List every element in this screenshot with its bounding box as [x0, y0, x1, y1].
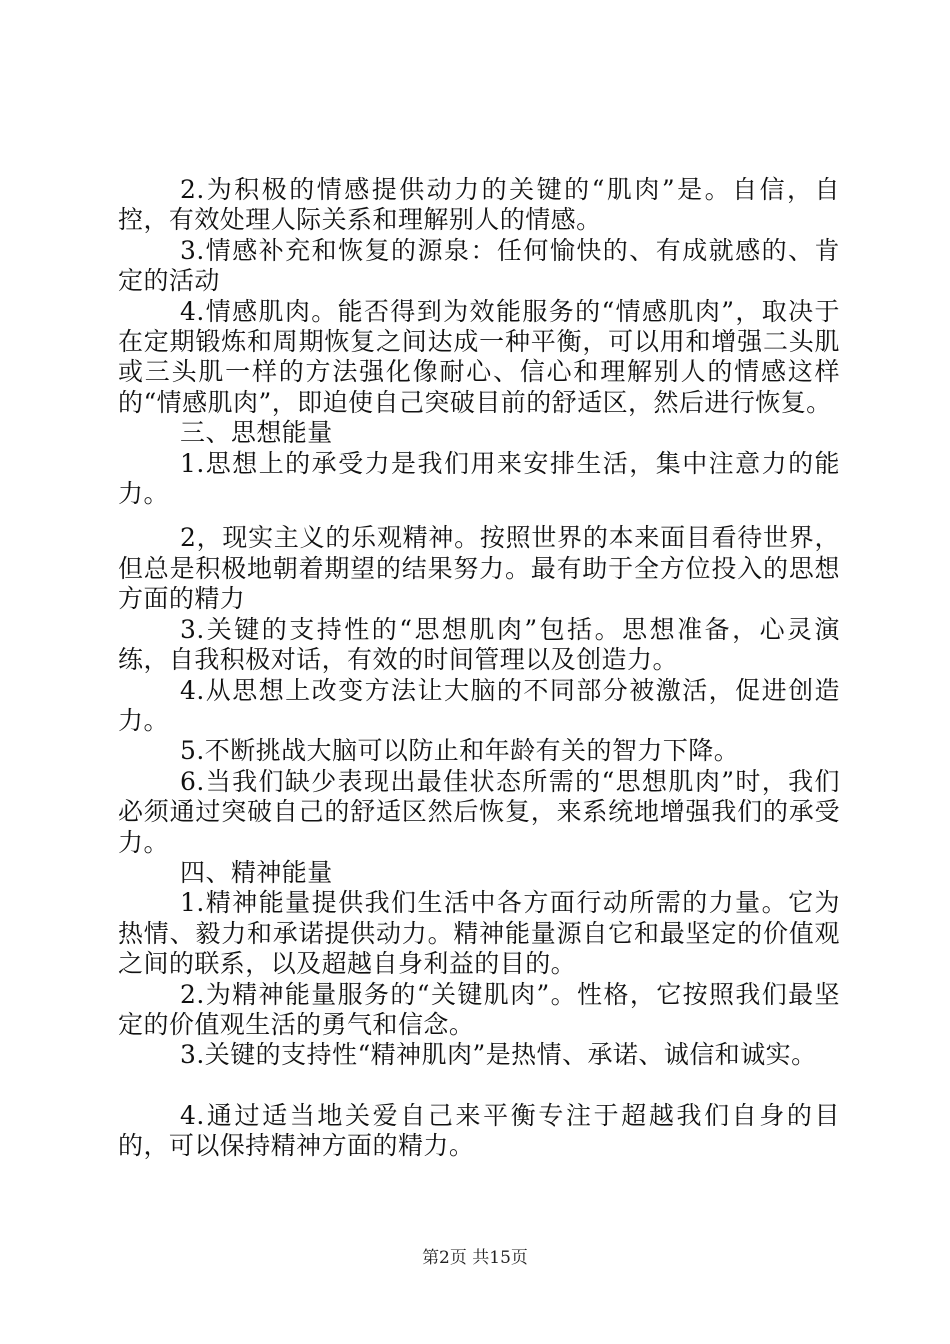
paragraph-spirit-3: 3.关键的支持性“精神肌肉”是热情、承诺、诚信和诚实。 [180, 1040, 817, 1070]
paragraph-thought-3: 3.关键的支持性的“思想肌肉”包括。思想准备，心灵演练，自我积极对话，有效的时间管理以及创造力。 [118, 614, 840, 675]
paragraph-thought-4: 4.从思想上改变方法让大脑的不同部分被激活，促进创造力。 [118, 675, 840, 735]
paragraph-thought-6: 6.当我们缺少表现出最佳状态所需的“思想肌肉”时，我们必须通过突破自己的舒适区然后恢复，来系统地增强我们的承受力。 [118, 766, 840, 857]
paragraph-thought-1: 1.思想上的承受力是我们用来安排生活，集中注意力的能力。 [118, 448, 840, 509]
paragraph-spirit-2: 2.为精神能量服务的“关键肌肉”。性格，它按照我们最坚定的价值观生活的勇气和信念。 [118, 979, 840, 1039]
page-number-footer: 第2页 共15页 [422, 1248, 528, 1268]
paragraph-thought-5: 5.不断挑战大脑可以防止和年龄有关的智力下降。 [180, 736, 740, 766]
section-heading-thought-energy: 三、思想能量 [180, 418, 333, 448]
paragraph-spirit-1: 1.精神能量提供我们生活中各方面行动所需的力量。它为热情、毅力和承诺提供动力。精神能量源自它和最坚定的价值观之间的联系，以及超越自身利益的目的。 [118, 888, 840, 979]
section-heading-spirit-energy: 四、精神能量 [180, 857, 333, 887]
paragraph-thought-2: 2，现实主义的乐观精神。按照世界的本来面目看待世界，但总是积极地朝着期望的结果努力。最有助于全方位投入的思想方面的精力 [118, 523, 840, 614]
document-body [118, 175, 840, 1162]
paragraph-emotion-4: 4.情感肌肉。能否得到为效能服务的“情感肌肉”，取决于在定期锻炼和周期恢复之间达成一种平衡，可以用和增强二头肌或三头肌一样的方法强化像耐心、信心和理解别人的情感这样的“情感肌肉”，即迫使自己突破目前的舒适区，然后进行恢复。 [118, 296, 840, 417]
paragraph-emotion-2: 2.为积极的情感提供动力的关键的“肌肉”是。自信，自控，有效处理人际关系和理解别人的情感。 [118, 175, 840, 235]
paragraph-spirit-4: 4.通过适当地关爱自己来平衡专注于超越我们自身的目的，可以保持精神方面的精力。 [118, 1100, 840, 1161]
paragraph-emotion-3: 3.情感补充和恢复的源泉：任何愉快的、有成就感的、肯定的活动 [118, 235, 840, 296]
